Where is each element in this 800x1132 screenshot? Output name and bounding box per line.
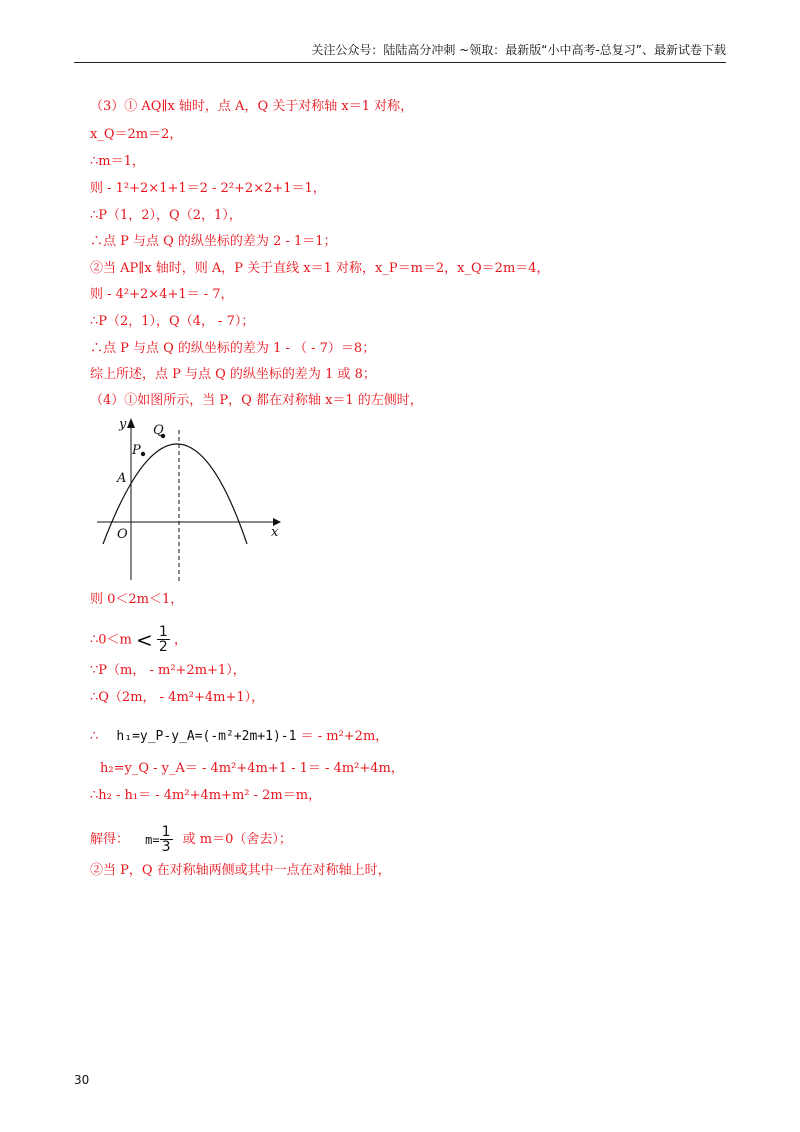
line-text: ＝ - m²+2m，: [300, 729, 389, 744]
less-than: <: [136, 628, 153, 652]
m-equals: m=: [145, 833, 160, 847]
solution-line: ②当 P，Q 在对称轴两侧或其中一点在对称轴上时，: [90, 863, 391, 878]
solution-line: （3）① AQ∥x 轴时，点 A，Q 关于对称轴 x＝1 对称，: [90, 99, 414, 114]
solution-line: ∴点 P 与点 Q 的纵坐标的差为 1 - （ - 7）＝8；: [90, 341, 376, 356]
x-label: x: [271, 525, 279, 540]
y-axis-arrow: [127, 418, 135, 428]
solution-line: ∴Q（2m， - 4m²+4m+1），: [90, 690, 265, 705]
line-text: ，: [173, 632, 187, 648]
solution-line: ②当 AP∥x 轴时，则 A，P 关于直线 x＝1 对称，x_P＝m＝2，x_Q＝2m＝4，: [90, 261, 550, 276]
solution-line: （4）①如图所示，当 P，Q 都在对称轴 x＝1 的左侧时，: [90, 393, 423, 408]
therefore-symbol: ∴: [90, 729, 99, 744]
solution-line: 则 0＜2m＜1，: [90, 592, 184, 607]
solution-line: ∴P（2，1），Q（4， - 7）；: [90, 314, 255, 329]
parabola-figure: [95, 412, 290, 584]
denominator: 3: [161, 838, 171, 855]
q-label: Q: [153, 423, 164, 438]
solution-line: ∵P（m， - m²+2m+1），: [90, 663, 246, 678]
solution-line: 则 - 4²+2×4+1＝ - 7，: [90, 287, 234, 302]
page-header: 关注公众号：陆陆高分冲刺 ~领取：最新版“小中高考-总复习”、最新试卷下载: [74, 38, 726, 63]
a-label: A: [117, 471, 127, 486]
solution-line: ∴P（1，2），Q（2，1），: [90, 208, 242, 223]
origin-label: O: [117, 527, 128, 542]
solution-line: [90, 822, 292, 858]
solution-line: ∴m＝1，: [90, 154, 145, 169]
solution-line: [90, 622, 187, 659]
line-text: ∴0＜m: [90, 632, 132, 648]
numerator: 1: [161, 823, 171, 840]
page-number: 30: [74, 1073, 90, 1087]
numerator: 1: [158, 624, 168, 640]
fraction-one-third: [160, 825, 173, 855]
solution-line: ∴点 P 与点 Q 的纵坐标的差为 2 - 1＝1；: [90, 234, 337, 249]
line-text: 解得：: [90, 832, 130, 847]
solution-line: h₂=y_Q - y_A＝ - 4m²+4m+1 - 1＝ - 4m²+4m，: [100, 761, 404, 776]
point-p: [141, 452, 145, 456]
fraction-one-half: [157, 625, 170, 655]
solution-line: ∴h₂ - h₁＝ - 4m²+4m+m² - 2m＝m，: [90, 788, 322, 803]
solution-line: 综上所述，点 P 与点 Q 的纵坐标的差为 1 或 8；: [90, 367, 376, 382]
line-text: 或 m＝0（舍去）；: [182, 832, 292, 847]
p-label: P: [132, 443, 141, 458]
solution-line: 则 - 1²+2×1+1＝2 - 2²+2×2+1＝1，: [90, 181, 326, 196]
h1-formula: h₁=y_P-y_A=(-m²+2m+1)-1: [116, 729, 297, 744]
solution-line: x_Q＝2m＝2，: [90, 127, 183, 142]
denominator: 2: [158, 639, 168, 655]
y-label: y: [119, 417, 127, 432]
solution-line: [90, 728, 388, 746]
